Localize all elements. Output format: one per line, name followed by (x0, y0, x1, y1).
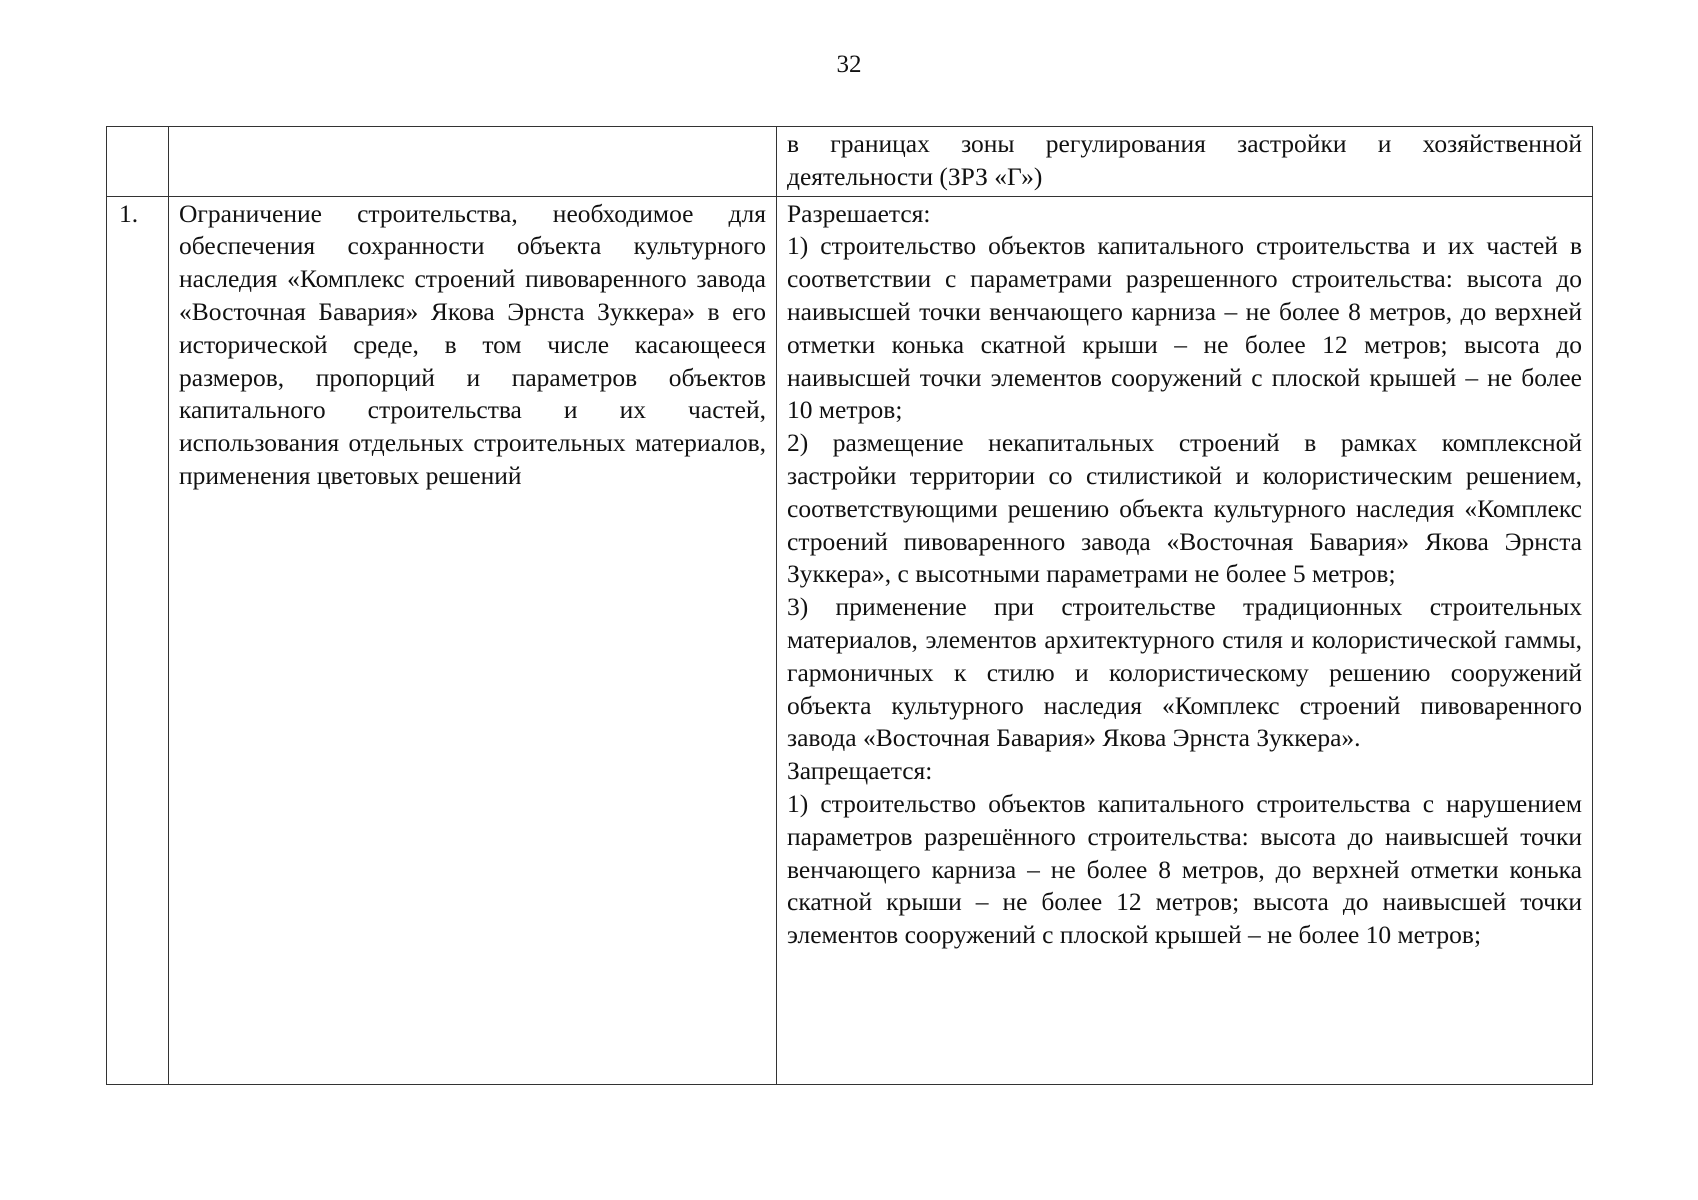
allowed-item-1: 1) строительство объектов капитального строительства и их частей в соответствии с параметрами разрешенного строительства: высота до наивысшей точки венчающего карниза – не более 8 метров, до верхней отметки конька скатной крыши – не более 12 метров; высота до наивысшей точки элементов сооружений с плоской крышей – не более 10 метров; (787, 231, 1582, 425)
rules-cell (777, 196, 1593, 1084)
heading-restriction-cell (169, 127, 777, 197)
row-number-cell: 1. (107, 196, 169, 1084)
allowed-heading: Разрешается: (787, 198, 931, 228)
table-row (107, 196, 1593, 1084)
forbidden-heading: Запрещается: (787, 756, 933, 786)
allowed-item-3: 3) применение при строительстве традиционных строительных материалов, элементов архитектурного стиля и колористической гаммы, гармоничных к стилю и колористическому решению сооружений объекта культурного наследия «Комплекс строений пивоваренного завода «Восточная Бавария» Якова Эрнста Зуккера». (787, 592, 1582, 753)
page-number: 32 (836, 51, 862, 78)
restriction-description-cell: Ограничение строительства, необходимое для обеспечения сохранности объекта культурного наследия «Комплекс строений пивоваренного завода «Восточная Бавария» Якова Эрнста Зуккера» в его исторической среде, в том числе касающееся размеров, пропорций и параметров объектов капитального строительства и их частей, использования отдельных строительных материалов, применения цветовых решений (169, 196, 777, 1084)
heading-num-cell (107, 127, 169, 197)
allowed-item-2: 2) размещение некапитальных строений в рамках комплексной застройки территории со стилистикой и колористическим решением, соответствующими решению объекта культурного наследия «Комплекс строений пивоваренного завода «Восточная Бавария» Якова Эрнста Зуккера», с высотными параметрами не более 5 метров; (787, 428, 1582, 589)
restrictions-table (106, 126, 1593, 1085)
zone-heading-cell: в границах зоны регулирования застройки и хозяйственной деятельности (ЗРЗ «Г») (777, 127, 1593, 197)
forbidden-item-1: 1) строительство объектов капитального строительства с нарушением параметров разрешённого строительства: высота до наивысшей точки венчающего карниза – не более 8 метров, до верхней отметки конька скатной крыши – не более 12 метров; высота до наивысшей точки элементов сооружений с плоской крышей – не более 10 метров; (787, 788, 1582, 950)
table-heading-row (107, 127, 1593, 197)
